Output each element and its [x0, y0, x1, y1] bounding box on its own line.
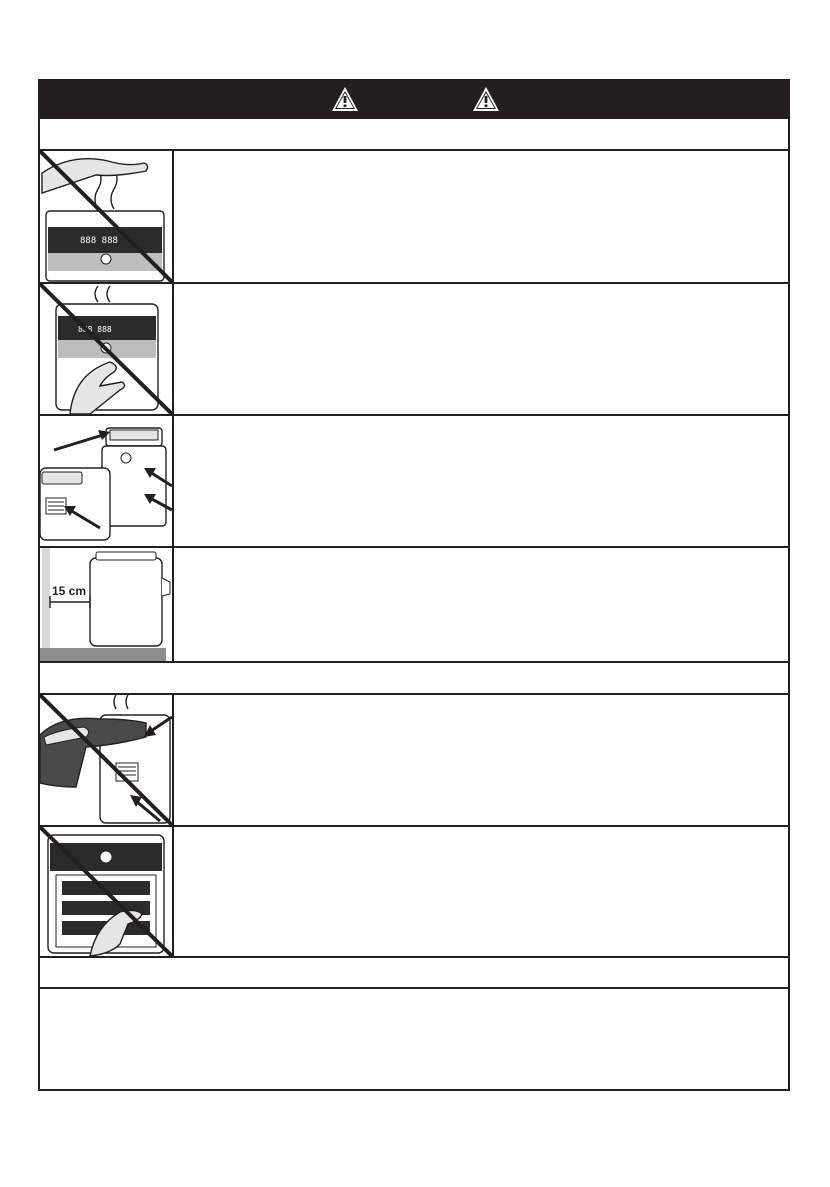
svg-text:888 888: 888 888: [80, 236, 118, 246]
hand-touching-hot-housing-prohibited-illustration: [40, 284, 172, 414]
svg-text:888 888: 888 888: [78, 325, 112, 334]
wall-clearance-illustration: [40, 548, 172, 661]
hand-inside-oven-prohibited-illustration: [40, 827, 172, 956]
hot-surfaces-arrows-illustration: [40, 416, 172, 546]
warning-table: [38, 79, 790, 1091]
warning-header-bar: [40, 81, 788, 119]
cloth-covering-vents-prohibited-illustration: [40, 695, 172, 825]
warning-triangle-icon: [471, 85, 501, 113]
clearance-label: 15 cm: [52, 584, 87, 598]
hand-over-steam-prohibited-illustration: [40, 151, 172, 282]
warning-triangle-icon: [330, 85, 360, 113]
